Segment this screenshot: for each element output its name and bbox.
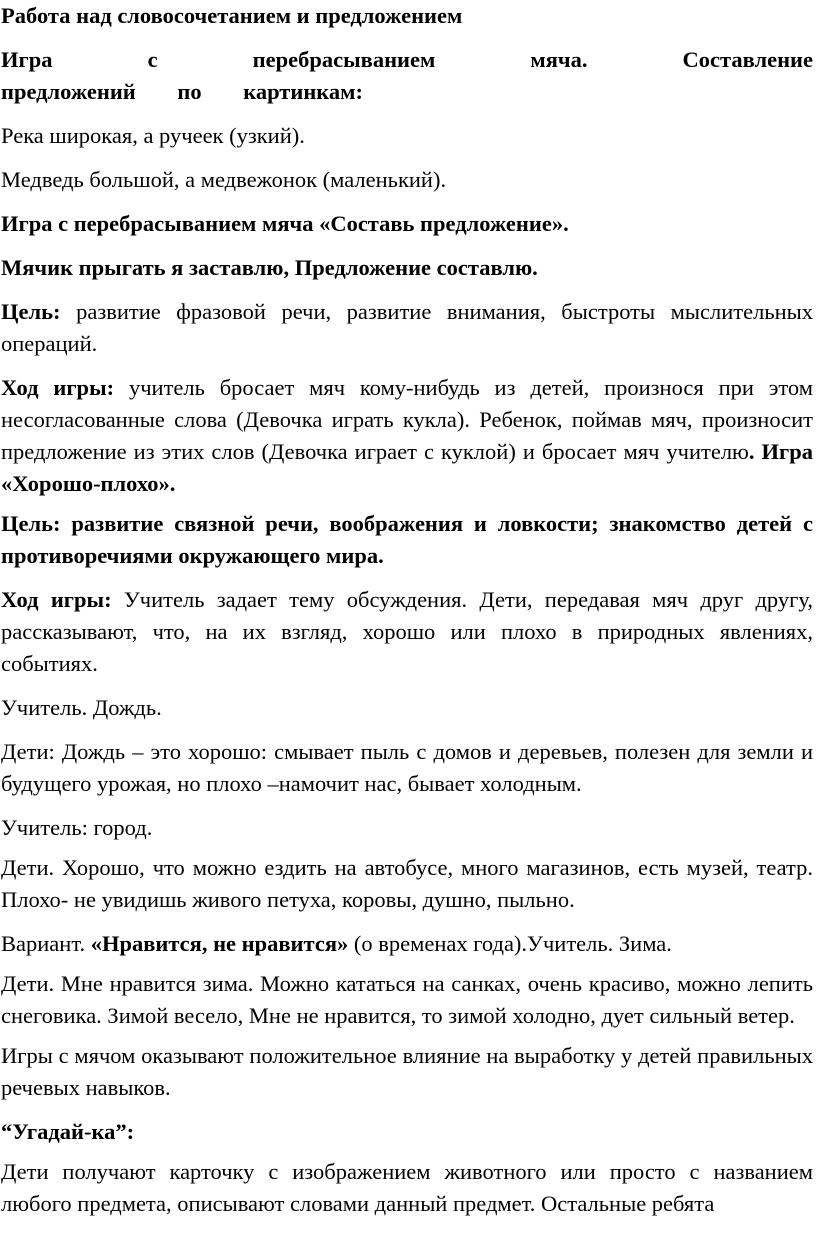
children-winter: Дети. Мне нравится зима. Можно кататься на санках, очень красиво, можно лепить снеговика. Зимой весело, Мне не нравится, то зимой холодно, дует сильный ветер. <box>1 971 813 1028</box>
game3-title: . Игра «Хорошо-плохо». <box>1 439 813 496</box>
variant-line: Вариант. «Нравится, не нравится» (о временах года).Учитель. Зима. <box>1 931 672 956</box>
game2-procedure <box>1 372 813 500</box>
children-city: Дети. Хорошо, что можно ездить на автобусе, много магазинов, есть музей, театр. Плохо- не увидишь живого петуха, коровы, душно, пыльно. <box>1 855 813 912</box>
document-heading: Работа над словосочетанием и предложением <box>1 3 463 28</box>
goal-text: развитие фразовой речи, развитие внимания, быстроты мыслительных операций. <box>1 299 813 356</box>
conclusion-paragraph: Игры с мячом оказывают положительное влияние на выработку у детей правильных речевых навыков. <box>1 1043 813 1100</box>
example-river: Река широкая, а ручеек (узкий). <box>1 123 305 148</box>
children-rain: Дети: Дождь – это хорошо: смывает пыль с домов и деревьев, полезен для земли и будущего урожая, но плохо –намочит нас, бывает холодным. <box>1 739 813 796</box>
procedure-text: Учитель задает тему обсуждения. Дети, передавая мяч друг другу, рассказывают, что, на их взгляд, хорошо или плохо в природных явлениях, событиях. <box>1 587 813 676</box>
example-bear: Медведь большой, а медвежонок (маленький). <box>1 167 447 192</box>
game2-rhyme: Мячик прыгать я заставлю, Предложение составлю. <box>1 255 538 280</box>
game4-title: “Угадай-ка”: <box>1 1119 135 1144</box>
game2-goal <box>1 296 813 360</box>
goal-label: Цель: <box>1 299 61 324</box>
game1-title-line1: Игра с перебрасыванием мяча. Составление <box>1 47 813 72</box>
teacher-city: Учитель: город. <box>1 815 153 840</box>
variant-title: «Нравится, не нравится» <box>90 931 349 956</box>
game2-title: Игра с перебрасыванием мяча «Составь предложение». <box>1 211 569 236</box>
game3-procedure <box>1 584 813 680</box>
game1-title-line2: предложений по картинкам: <box>1 79 363 104</box>
game4-text: Дети получают карточку с изображением животного или просто с названием любого предмета, описывают словами данный предмет. Остальные ребята <box>1 1159 813 1216</box>
procedure-label: Ход игры: <box>1 587 112 612</box>
teacher-rain: Учитель. Дождь. <box>1 695 162 720</box>
procedure-label: Ход игры: <box>1 375 115 400</box>
procedure-text: учитель бросает мяч кому-нибудь из детей, произнося при этом несогласованные слова (Девочка играть кукла). Ребенок, поймав мяч, произносит предложение из этих слов (Девочка играет с куклой) и бросает мяч учителю <box>1 375 813 464</box>
game3-goal: Цель: развитие связной речи, воображения и ловкости; знакомство детей с противоречиями окружающего мира. <box>1 511 813 568</box>
